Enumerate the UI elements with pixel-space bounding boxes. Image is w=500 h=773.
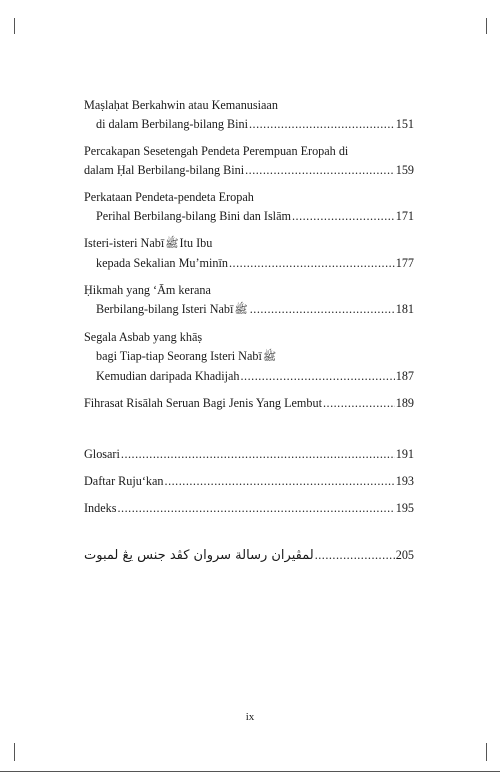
toc-entry-title-line: Ḥikmah yang ʻĀm kerana (84, 283, 211, 297)
toc-entry-title-line: di dalam Berbilang-bilang Bini (96, 117, 248, 131)
page-number: 195 (395, 501, 414, 515)
toc-entry-title-line: dalam Ḥal Berbilang-bilang Bini (84, 163, 245, 177)
dot-leader (118, 499, 395, 518)
page-number: 191 (395, 447, 414, 461)
toc-entry-glosari[interactable] (84, 445, 414, 464)
toc-entry-title-line: bagi Tiap-tiap Seorang Isteri Nabī (96, 349, 262, 363)
toc-entry-187[interactable] (84, 328, 414, 386)
toc-entry-daftar-rujukan[interactable] (84, 472, 414, 491)
dot-leader (315, 546, 395, 565)
salawat-honorific-icon: ﷺ (165, 238, 179, 250)
toc-entry-title-line: Isteri-isteri Nabī (84, 236, 165, 250)
dot-leader (229, 254, 395, 273)
crop-mark-top-right (486, 18, 487, 34)
toc-entry-title-line: Perihal Berbilang-bilang Bini dan Islām (96, 209, 291, 223)
salawat-honorific-icon: ﷺ (262, 351, 277, 363)
toc-entry-title-line: Fihrasat Risālah Seruan Bagi Jenis Yang Lembut (84, 396, 322, 410)
toc-entry-159[interactable] (84, 142, 414, 180)
page-number: 171 (395, 209, 414, 223)
crop-mark-bottom-left (14, 743, 15, 761)
page-number: 159 (395, 163, 414, 177)
dot-leader (250, 300, 395, 319)
dot-leader (121, 445, 395, 464)
toc-entry-151[interactable] (84, 96, 414, 134)
dot-leader (241, 367, 395, 386)
page-number: 187 (395, 369, 414, 383)
toc-entry-181[interactable] (84, 281, 414, 320)
toc-entry-title-line: Itu Ibu (179, 236, 213, 250)
page-number: 189 (395, 396, 414, 410)
toc-entry-arabic-appendix[interactable] (84, 546, 414, 565)
dot-leader (245, 161, 395, 180)
page-number: 151 (395, 117, 414, 131)
toc-entry-title-line: Kemudian daripada Khadijah (96, 369, 240, 383)
page-number: 177 (395, 256, 414, 270)
page-number: 181 (395, 302, 414, 316)
toc-entry-title-line: Percakapan Sesetengah Pendeta Perempuan Eropah di (84, 144, 349, 158)
salawat-honorific-icon: ﷺ (234, 304, 248, 316)
crop-mark-bottom-right (486, 743, 487, 761)
toc-entry-171[interactable] (84, 188, 414, 226)
dot-leader (165, 472, 395, 491)
toc-entry-title-line: kepada Sekalian Mu’minīn (96, 256, 228, 270)
table-of-contents (84, 96, 414, 565)
toc-entry-indeks[interactable] (84, 499, 414, 518)
folio-page-number: ix (245, 711, 255, 723)
toc-entry-189[interactable] (84, 394, 414, 413)
toc-entry-title-line: Perkataan Pendeta-pendeta Eropah (84, 190, 254, 204)
page-number: 193 (395, 474, 414, 488)
toc-entry-title: Daftar Ruju‘kan (84, 474, 164, 488)
toc-entry-177[interactable] (84, 234, 414, 273)
toc-entry-title-arabic: لمڤيران رسالة سروان كڤد جنس يڠ لمبوت (84, 548, 314, 563)
toc-entry-title-line: Segala Asbab yang khāṣ (84, 330, 203, 344)
page-number: 205 (395, 548, 414, 562)
toc-entry-title: Glosari (84, 447, 120, 461)
toc-entry-title-line: Berbilang-bilang Isteri Nabī (96, 302, 234, 316)
toc-entry-title-line: Maṣlaḥat Berkahwin atau Kemanusiaan (84, 98, 278, 112)
crop-mark-top-left (14, 18, 15, 34)
dot-leader (292, 207, 395, 226)
crop-mark-bottom-line (0, 771, 500, 772)
toc-entry-title: Indeks (84, 501, 117, 515)
dot-leader (249, 115, 395, 134)
dot-leader (323, 394, 395, 413)
